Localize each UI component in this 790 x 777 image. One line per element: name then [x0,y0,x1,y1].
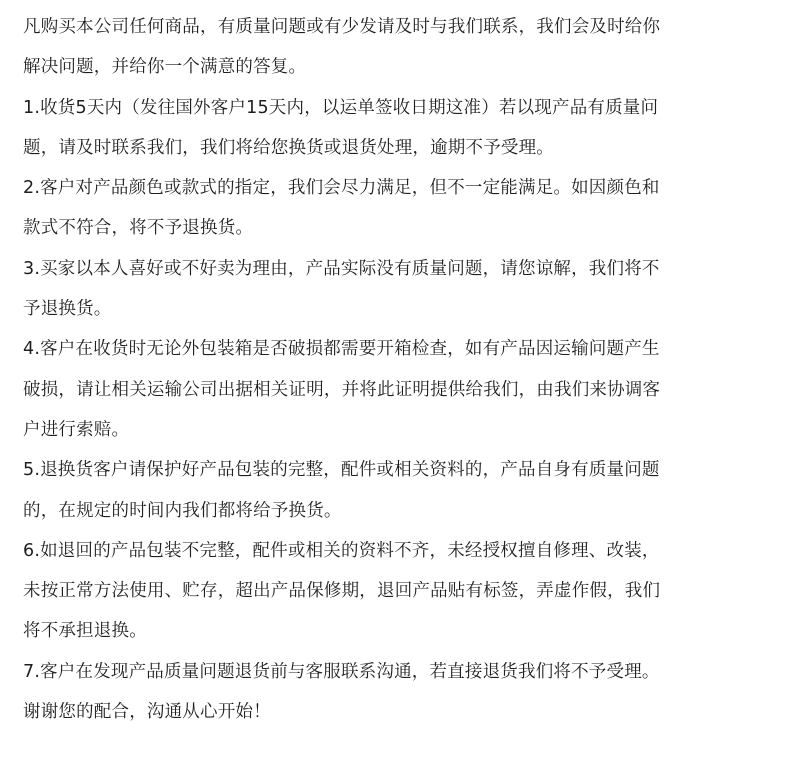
policy-item-6 [23,531,767,652]
text-line: 6.如退回的产品包装不完整，配件或相关的资料不齐，未经授权擅自修理、改装， [23,540,660,561]
text-line: 谢谢您的配合，沟通从心开始！ [23,702,271,723]
policy-item-3 [23,249,767,330]
text-line: 户进行索赔。 [23,419,130,440]
policy-item-4 [23,329,767,450]
text-line: 3.买家以本人喜好或不好卖为理由，产品实际没有质量问题，请您谅解，我们将不 [23,258,660,279]
text-line: 的，在规定的时间内我们都将给予换货。 [23,500,342,521]
text-line: 未按正常方法使用、贮存，超出产品保修期，退回产品贴有标签，弄虚作假，我们 [23,581,661,602]
text-line: 4.客户在收货时无论外包装箱是否破损都需要开箱检查，如有产品因运输问题产生 [23,339,660,360]
policy-item-2 [23,168,767,249]
text-line: 7.客户在发现产品质量问题退货前与客服联系沟通，若直接退货我们将不予受理。 [23,661,660,682]
text-line: 题，请及时联系我们，我们将给您换货或退货处理，逾期不予受理。 [23,137,554,158]
text-line: 5.退换货客户请保护好产品包装的完整，配件或相关资料的，产品自身有质量问题 [23,460,660,481]
intro-paragraph [23,7,767,88]
text-line: 解决问题，并给你一个满意的答复。 [23,57,307,78]
policy-document [23,7,767,732]
text-line: 1.收货5天内（发往国外客户15天内，以运单签收日期这准）若以现产品有质量问 [23,97,659,118]
policy-item-5 [23,450,767,531]
text-line: 凡购买本公司任何商品，有质量问题或有少发请及时与我们联系，我们会及时给你 [23,17,661,37]
closing-line [23,692,767,732]
text-line: 破损，请让相关运输公司出据相关证明，并将此证明提供给我们，由我们来协调客 [23,379,661,400]
text-line: 将不承担退换。 [23,621,147,642]
text-line: 予退换货。 [23,299,112,320]
text-line: 2.客户对产品颜色或款式的指定，我们会尽力满足，但不一定能满足。如因颜色和 [23,178,660,199]
text-line: 款式不符合，将不予退换货。 [23,218,254,239]
policy-item-7 [23,652,767,692]
policy-item-1 [23,88,767,169]
